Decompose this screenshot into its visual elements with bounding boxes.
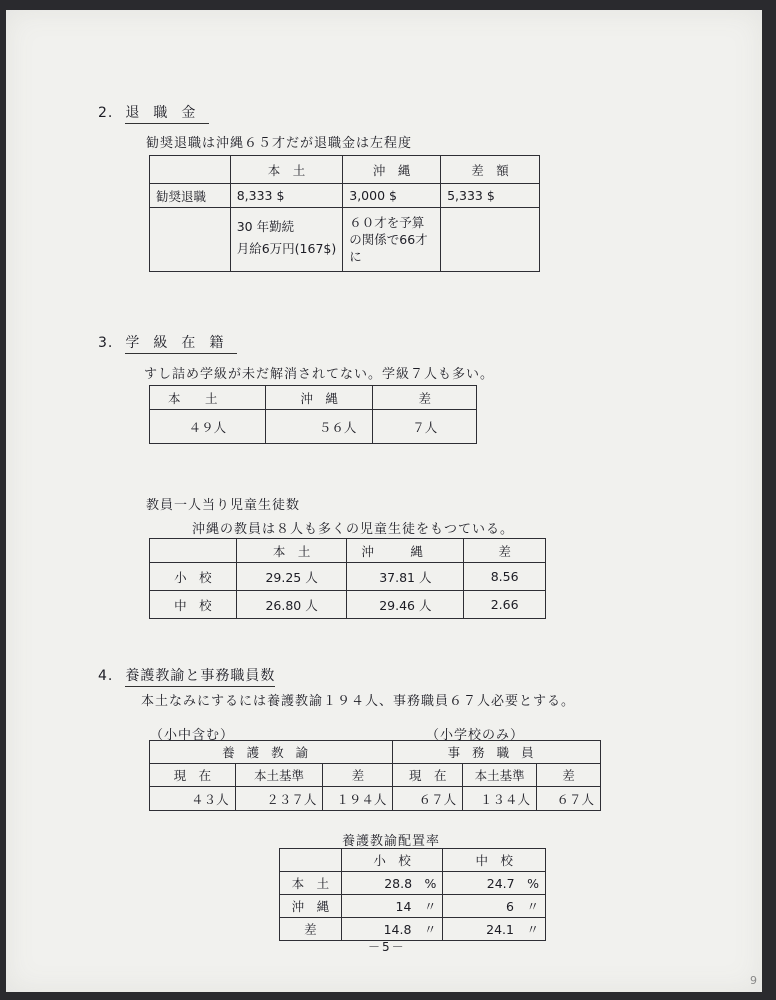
- rate-title: 養護教諭配置率: [342, 834, 441, 849]
- section4-title: 養護教諭と事務職員数: [125, 668, 275, 687]
- table-cell: 14.8 〃: [341, 918, 443, 941]
- section3-heading: [98, 332, 237, 352]
- table-header: 小 校: [341, 849, 443, 872]
- section3-title: 学級在籍: [125, 335, 237, 354]
- table-cell: 8,333 $: [230, 184, 343, 208]
- table-cell-empty: [441, 208, 540, 272]
- retirement-table: [149, 155, 540, 272]
- section3-number: 3.: [98, 335, 114, 351]
- table-cell: ５６人: [265, 410, 373, 444]
- row-label: 差: [280, 918, 342, 941]
- table-cell: 26.80 人: [236, 591, 347, 619]
- table-cell: 8.56: [464, 563, 546, 591]
- corner-mark: 9: [750, 974, 757, 987]
- document-page: [6, 10, 762, 992]
- table-header: 中 校: [443, 849, 546, 872]
- table-cell: １３４人: [463, 787, 537, 811]
- table-cell: 28.8 %: [341, 872, 443, 895]
- table-header: 差: [323, 764, 393, 787]
- table-cell-empty: [150, 208, 231, 272]
- table-cell: ２３７人: [235, 787, 323, 811]
- table-header: 本土基準: [235, 764, 323, 787]
- table-header: 本 土: [230, 156, 343, 184]
- section4-number: 4.: [98, 668, 114, 684]
- table-header: 本 土: [236, 539, 347, 563]
- table-header: 差: [464, 539, 546, 563]
- section2-title: 退職金: [125, 105, 209, 124]
- table-cell: 14 〃: [341, 895, 443, 918]
- table-cell: ４９人: [150, 410, 266, 444]
- table-header: 本土基準: [463, 764, 537, 787]
- staff-table: [149, 740, 601, 811]
- note-line: に: [349, 249, 362, 264]
- section2-number: 2.: [98, 105, 114, 121]
- table-cell: ７人: [373, 410, 477, 444]
- table-cell-note: [230, 208, 343, 272]
- row-label: 小 校: [150, 563, 237, 591]
- pupil-ratio-table: [149, 538, 546, 619]
- table-cell: ４３人: [150, 787, 236, 811]
- table-cell-empty: [280, 849, 342, 872]
- table-header: 差 額: [441, 156, 540, 184]
- page-number: －5－: [368, 940, 406, 954]
- table-header: 差: [373, 386, 477, 410]
- group-header: 養護教諭: [150, 741, 393, 764]
- table-cell: 29.46 人: [347, 591, 464, 619]
- ratio-note: 沖縄の教員は８人も多くの児童生徒をもつている。: [192, 522, 515, 537]
- table-header: 沖 縄: [343, 156, 441, 184]
- section4-note: 本土なみにするには養護教諭１９４人、事務職員６７人必要とする。: [141, 694, 576, 709]
- table-cell: 2.66: [464, 591, 546, 619]
- table-header: 沖 縄: [265, 386, 373, 410]
- table-cell-note: [343, 208, 441, 272]
- table-header: 現 在: [393, 764, 463, 787]
- left-caption: （小中含む）: [150, 728, 235, 743]
- nurse-rate-table: [279, 848, 546, 941]
- table-cell: ６７人: [393, 787, 463, 811]
- note-line: 月給6万円(167$): [236, 241, 337, 256]
- table-cell-empty: [150, 156, 231, 184]
- ratio-subtitle: 教員一人当り児童生徒数: [146, 498, 301, 513]
- table-cell-empty: [150, 539, 237, 563]
- table-cell: 3,000 $: [343, 184, 441, 208]
- table-cell: 24.7 %: [443, 872, 546, 895]
- row-label: 沖 縄: [280, 895, 342, 918]
- table-header: 差: [537, 764, 601, 787]
- table-header: 本 土: [150, 386, 266, 410]
- section2-note: 勧奨退職は沖縄６５才だが退職金は左程度: [146, 136, 413, 151]
- note-line: 30 年勤続: [236, 219, 295, 234]
- table-header: 現 在: [150, 764, 236, 787]
- row-label: 本 土: [280, 872, 342, 895]
- note-line: の関係で66才: [349, 232, 428, 247]
- table-cell: １９４人: [323, 787, 393, 811]
- row-label: 中 校: [150, 591, 237, 619]
- section3-note: すし詰め学級が未だ解消されてない。学級７人も多い。: [144, 367, 495, 382]
- table-cell: 24.1 〃: [443, 918, 546, 941]
- class-size-table: [149, 385, 477, 444]
- group-header: 事務職員: [393, 741, 601, 764]
- table-cell: 37.81 人: [347, 563, 464, 591]
- table-cell: 6 〃: [443, 895, 546, 918]
- right-caption: （小学校のみ）: [426, 728, 525, 743]
- section2-heading: [98, 102, 209, 122]
- note-line: ６０才を予算: [349, 215, 425, 230]
- section4-heading: [98, 665, 275, 685]
- row-label: 勧奨退職: [150, 184, 231, 208]
- table-cell: 5,333 $: [441, 184, 540, 208]
- table-cell: 29.25 人: [236, 563, 347, 591]
- table-header: 沖 縄: [347, 539, 464, 563]
- table-cell: ６７人: [537, 787, 601, 811]
